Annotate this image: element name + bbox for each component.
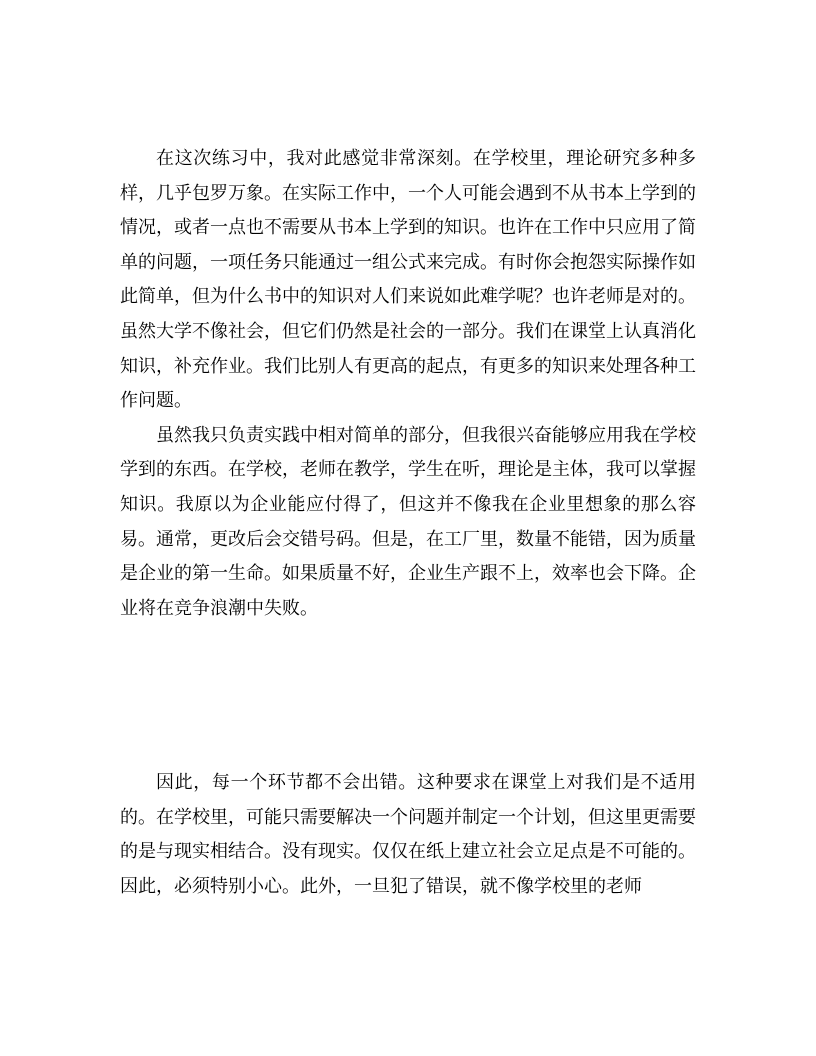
text-block-upper (120, 142, 696, 626)
text-block-lower (120, 766, 696, 904)
paragraph-1: 在这次练习中，我对此感觉非常深刻。在学校里，理论研究多种多样，几乎包罗万象。在实际工作中，一个人可能会遇到不从书本上学到的情况，或者一点也不需要从书本上学到的知识。也许在工作中只应用了简单的问题，一项任务只能通过一组公式来完成。有时你会抱怨实际操作如此简单，但为什么书中的知识对人们来说如此难学呢？也许老师是对的。虽然大学不像社会，但它们仍然是社会的一部分。我们在课堂上认真消化知识，补充作业。我们比别人有更高的起点，有更多的知识来处理各种工作问题。 (120, 148, 696, 412)
paragraph-3: 因此，每一个环节都不会出错。这种要求在课堂上对我们是不适用的。在学校里，可能只需要解决一个问题并制定一个计划，但这里更需要的是与现实相结合。没有现实。仅仅在纸上建立社会立足点是不可能的。因此，必须特别小心。此外，一旦犯了错误，就不像学校里的老师 (120, 772, 696, 897)
paragraph-2: 虽然我只负责实践中相对简单的部分，但我很兴奋能够应用我在学校学到的东西。在学校，老师在教学，学生在听，理论是主体，我可以掌握知识。我原以为企业能应付得了，但这并不像我在企业里想象的那么容易。通常，更改后会交错号码。但是，在工厂里，数量不能错，因为质量是企业的第一生命。如果质量不好，企业生产跟不上，效率也会下降。企业将在竞争浪潮中失败。 (120, 424, 696, 619)
